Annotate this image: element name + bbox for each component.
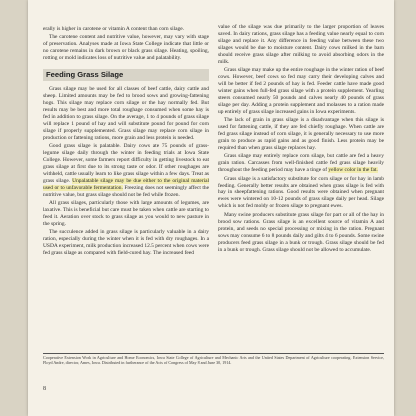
paragraph-text: Freezing does not seemingly affect the nutritive value, but grass silage should not be fed while frozen. [43, 184, 209, 198]
highlighted-text: yellow color in the fat. [328, 167, 378, 174]
paragraph: The succulence added in grass silage is particularly valuable in a dairy ration, especially during the winter when it is fed with dry roughages. In a USDA experiment, milk production increased 12.5 percent when cows were fed grass silage as compared with field-cured hay. The increased feed [43, 229, 209, 257]
section-heading: Feeding Grass Silage [43, 69, 209, 81]
paragraph: The carotene content and nutritive value, however, may vary with stage of preservation. Analyses made at Iowa State College indicate that little or no carotene remains in dark brown or black grass silage. Heating, spoiling, rotting or mold indicates loss of nutritive value and palatability. [43, 34, 209, 62]
paragraph: The lack of grain in grass silage is a disadvantage when this silage is used for fattening cattle, if they are fed chiefly roughage. When cattle are fed grass silage instead of corn silage, it is generally necessary to use more grain to produce as rapid gains and as good finish. Less protein may be required than when grass silage replaces hay. [218, 117, 384, 151]
paragraph: Many swine producers substitute grass silage for part or all of the hay in brood sow rations. Grass silage is an excellent source of vitamin A and protein, and seeds no special processing or mixing in the ration. Pregnant sows may consume 6 to 8 pounds daily and gilts 4 to 6 pounds. Some swine producers feed grass silage in a bunk or trough. Grass silage should be fed in a bunk or trough. Grass silage should not be allowed to accumulate. [218, 211, 384, 253]
paragraph: value of the silage was due primarily to the larger proportion of leaves saved. In dairy rations, grass silage has a feeding value nearly equal to corn silage and replace it. Any difference in feeding value between these two silages would be due to moisture content. Dairy cows milked in the barn should receive grass silage after milking to avoid absorbing odors in the milk. [218, 24, 384, 65]
paragraph: Grass silage may be used for all classes of beef cattle, dairy cattle and sheep. Limited amounts may be fed to brood sows and growing-fattening hogs. This silage may replace corn silage or the hay normally fed. But results may be best and more total roughage consumed when some hay is fed in addition to grass silage. On the average, 1 to 4 pounds of grass silage will replace 1 pound of hay and will substitute pound for pound for corn silage if properly supplemented. Grass silage may replace corn silage in production or fattening rations, more grain and less protein is needed. [43, 86, 209, 141]
right-column [218, 24, 384, 255]
paragraph: Grass silage may make up the entire roughage in the winter ration of beef cows. However, beef cows so fed may carry their developing calves and will be better if fed 2 pounds of hay is fed. Feeder cattle have made good winter gains when full-fed grass silage with a protein supplement. Yearling steers consumed nearly 50 pounds and calves nearly 40 pounds of grass silage per day. Adding a protein supplement and molasses to a ration made up entirely of grass silage increased gains in Iowa experiments. [218, 67, 384, 115]
highlighted-text: Unpalatable silage may be due either to the original material used or to unfavorable fermentation. [43, 177, 210, 191]
paragraph-text: Grass silage may entirely replace corn silage, but cattle are fed a heavy grain ration. Carcasses from well-finished cattle fed grass silage heavily throughout the feeding period may have a tinge of [218, 153, 384, 174]
footer-note: Cooperative Extension Work in Agriculture and Home Economics, Iowa State College of Agriculture and Mechanic Arts and the United States Department of Agriculture cooperating. Extension Service, Floyd Andre, director, Ames, Iowa. Distributed in furtherance of the Acts of Congress of May 8 and June 30, 1914. [43, 355, 384, 366]
left-column [43, 26, 209, 259]
paragraph: erally is higher in carotene or vitamin A content than corn silage. [43, 26, 185, 32]
paragraph-text: Good grass silage is palatable. Dairy cows ate 75 pounds of grass-legume silage daily through the winter in feeding trials at Iowa State College. However, some farmers report difficulty in getting livestock to eat grass silage at first due to its strong taste or odor. If other roughages are withheld, cattle usually learn to like grass silage within a few days. Treat as grass silage. [43, 143, 209, 184]
paragraph: All grass silages, particularly those with large amounts of legumes, are laxative. This is beneficial but care must be taken when cattle are starting to feed it. Aeration over stock to grass silage as you would to new pasture in the spring. [43, 200, 209, 228]
page-number: 8 [43, 386, 46, 392]
paragraph [43, 143, 209, 199]
document-page [28, 0, 394, 416]
paragraph: Grass silage is a satisfactory substitute for corn silage or for hay in lamb feeding. Generally better results are obtained when grass silage is fed with hay in sheepfattening rations. Good results were obtained when pregnant ewes were wintered on 10-12 pounds of grass silage daily per head. Silage which is not fed moldy or frozen silage to pregnant ewes. [218, 175, 384, 210]
paragraph [218, 153, 384, 174]
footer-divider [43, 353, 384, 354]
